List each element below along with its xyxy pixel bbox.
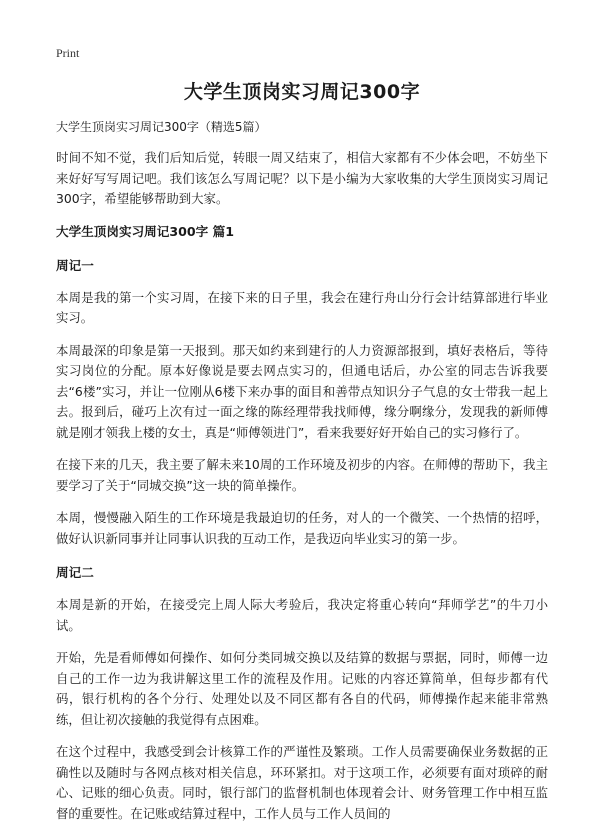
intro-paragraph: 时间不知不觉，我们后知后觉，转眼一周又结束了，相信大家都有不少体会吧，不妨坐下来好好写写周记吧。我们该怎么写周记呢？以下是小编为大家收集的大学生顶岗实习周记300字，希望能够帮助到大家。 (56, 150, 548, 206)
week-one-paragraph: 本周最深的印象是第一天报到。那天如约来到建行的人力资源部报到，填好表格后，等待实习岗位的分配。原本好像说是要去网点实习的，但通电话后，办公室的同志告诉我要去“6楼”实习，并让一位刚从6楼下来办事的面目和善带点知识分子气息的女士带我一起上去。报到后，碰巧上次有过一面之缘的陈经理带我找师傅，缘分啊缘分，发现我的新师傅就是刚才领我上楼的女士，真是“师傅领进门”，看来我要好好开始自己的实习修行了。 (56, 342, 548, 440)
week-two-paragraph: 开始，先是看师傅如何操作、如何分类同城交换以及结算的数据与票据，同时，师傅一边自己的工作一边为我讲解这里工作的流程及作用。记账的内容还算简单，但每步都有代码，银行机构的各个分行、处理处以及不同区都有各自的代码，师傅操作起来能非常熟练，但让初次接触的我觉得有点困难。 (56, 650, 548, 727)
section-heading: 大学生顶岗实习周记300字 篇1 (56, 223, 234, 239)
week-two-paragraph: 本周是新的开始，在接受完上周人际大考验后，我决定将重心转向“拜师学艺”的牛刀小试。 (56, 597, 548, 633)
page-title: 大学生顶岗实习周记300字 (183, 81, 421, 103)
print-link[interactable]: Print (56, 46, 80, 60)
week-two-paragraph: 在这个过程中，我感受到会计核算工作的严谨性及繁琐。工作人员需要确保业务数据的正确性以及随时与各网点核对相关信息，环环紧扣。对于这项工作，必须要有面对琐碎的耐心、记账的细心负责。同时，银行部门的监督机制也体现着会计、财务管理工作中相互监督的重要性。在记账或结算过程中，工作人员与工作人员间的 (56, 744, 548, 821)
week-one-paragraph: 在接下来的几天，我主要了解未来10周的工作环境及初步的内容。在师傅的帮助下，我主要学习了关于“同城交换”这一块的简单操作。 (56, 457, 548, 493)
week-two-heading: 周记二 (56, 565, 94, 580)
week-one-paragraph: 本周是我的第一个实习周，在接下来的日子里，我会在建行舟山分行会计结算部进行毕业实习。 (56, 289, 548, 325)
week-one-heading: 周记一 (56, 257, 94, 273)
subtitle: 大学生顶岗实习周记300字（精选5篇） (56, 120, 267, 134)
document-body (56, 78, 548, 824)
week-one-paragraph: 本周，慢慢融入陌生的工作环境是我最迫切的任务，对人的一个微笑、一个热情的招呼，做好认识新同事并让同事认识我的互动工作，是我迈向毕业实习的第一步。 (56, 510, 548, 546)
